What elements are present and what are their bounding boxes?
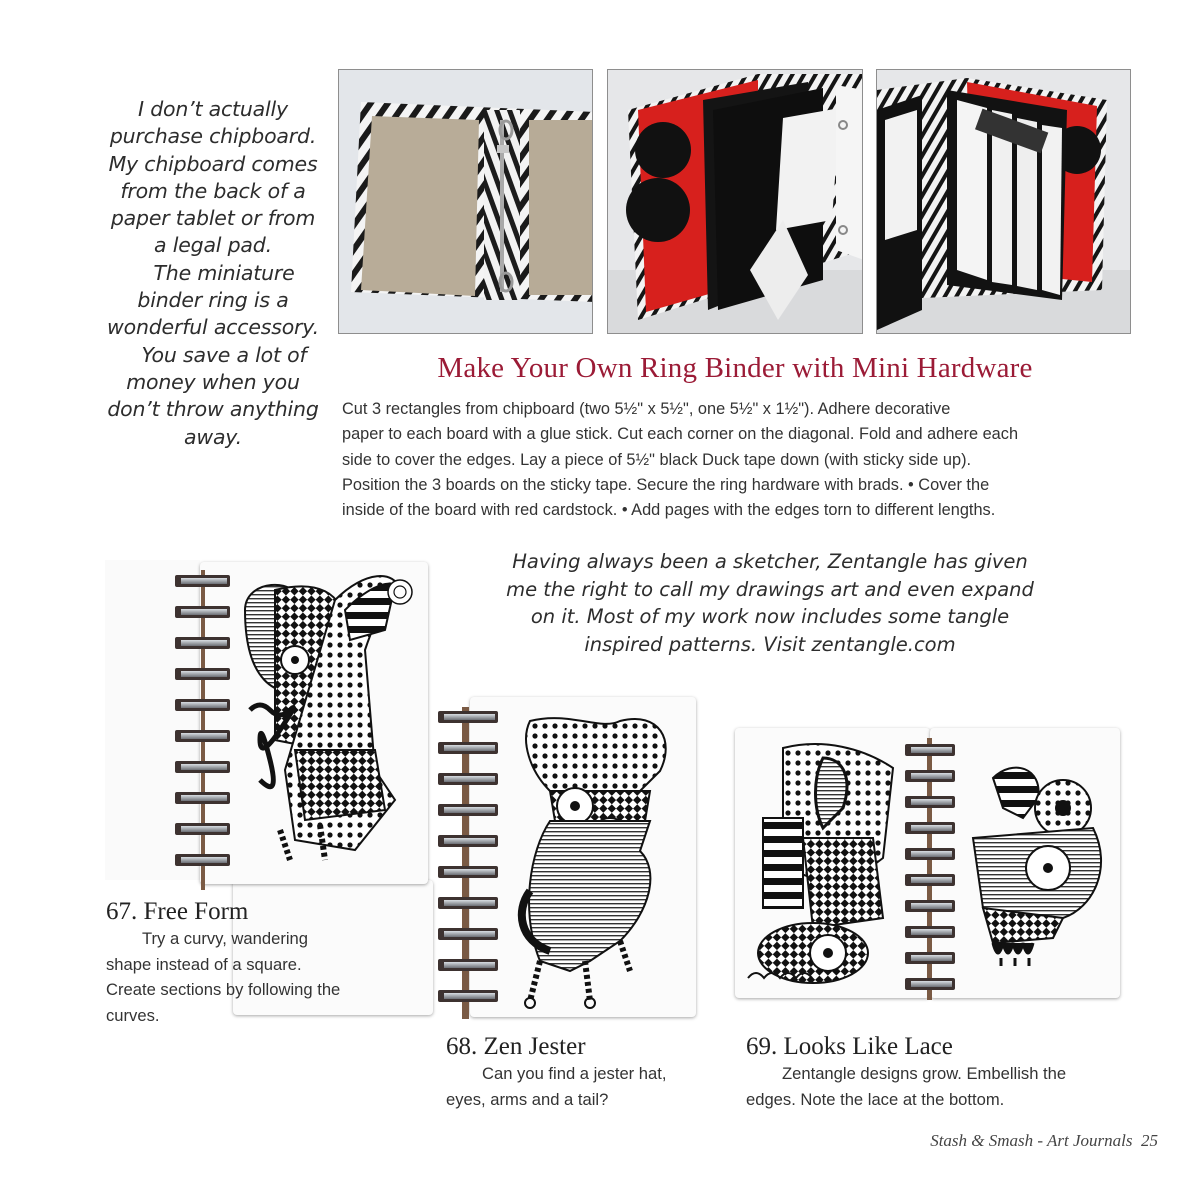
spiral-ring	[175, 854, 230, 866]
project-67	[106, 898, 406, 1028]
spiral-ring	[175, 792, 230, 804]
binder-illustration	[339, 70, 593, 334]
description-line: edges. Note the lace at the bottom.	[746, 1089, 1005, 1109]
spiral-ring	[905, 952, 955, 964]
spiral-ring	[175, 575, 230, 587]
quote-line: me the right to call my drawings art and even expand	[506, 577, 1034, 601]
spiral-ring	[905, 926, 955, 938]
description-line: Create sections by following the	[106, 980, 341, 999]
quote-line: inspired patterns. Visit zentangle.com	[584, 632, 956, 656]
spiral-ring	[175, 823, 230, 835]
sidebar-quote-p2: The miniature binder ring is a wonderful accessory.	[107, 260, 319, 340]
zentangle-quote	[470, 548, 1070, 658]
red-binder-illustration	[608, 70, 863, 334]
spiral-ring	[438, 773, 498, 785]
project-name: Looks Like Lace	[783, 1033, 953, 1060]
project-name: Free Form	[143, 898, 249, 925]
instruction-line: inside of the board with red cardstock. • Add pages with the edges torn to different lengths.	[342, 500, 996, 520]
spiral-ring	[438, 711, 498, 723]
spiral-ring	[905, 874, 955, 886]
zentangle-jester-art	[510, 711, 680, 1011]
notebook-69	[735, 728, 1125, 1003]
quote-line: on it. Most of my work now includes some tangle	[530, 605, 1010, 628]
spiral-ring	[905, 848, 955, 860]
spiral-ring	[438, 959, 498, 971]
spiral-ring	[175, 699, 230, 711]
spiral-ring	[175, 761, 230, 773]
spiral-ring	[438, 742, 498, 754]
spiral-ring	[905, 978, 955, 990]
sidebar-quote-p1: I don’t actually purchase chipboard. My chipboard comes from the back of a paper tablet or from a legal pad.	[108, 97, 318, 258]
sidebar-quote	[104, 96, 322, 451]
spiral-ring	[905, 770, 955, 782]
spiral-ring	[905, 796, 955, 808]
spiral-ring	[438, 866, 498, 878]
project-title	[106, 898, 406, 926]
description-line: curves.	[106, 1005, 160, 1025]
project-number: 69.	[746, 1033, 778, 1060]
zentangle-lace-art-right	[953, 758, 1113, 988]
spiral-ring	[175, 637, 230, 649]
spiral-ring	[905, 744, 955, 756]
project-number: 68.	[446, 1033, 478, 1060]
project-name: Zen Jester	[483, 1033, 586, 1060]
description-line: shape instead of a square.	[106, 954, 302, 974]
project-title	[746, 1033, 1136, 1061]
project-title	[446, 1033, 736, 1061]
book-title: Stash & Smash - Art Journals	[930, 1131, 1133, 1150]
spiral-ring	[438, 897, 498, 909]
photo-open-binder	[338, 69, 593, 334]
spiral-ring	[438, 804, 498, 816]
project-69	[746, 1033, 1136, 1112]
spiral-ring	[175, 668, 230, 680]
section-instructions	[342, 396, 1120, 522]
spiral-ring	[438, 928, 498, 940]
instruction-line: Cut 3 rectangles from chipboard (two 5½" x 5½", one 5½" x 1½"). Adhere decorative	[342, 399, 951, 418]
spiral-ring	[905, 822, 955, 834]
description-line: Can you find a jester hat,	[482, 1064, 667, 1083]
project-description	[446, 1061, 736, 1112]
description-line: eyes, arms and a tail?	[446, 1089, 609, 1109]
spiral-ring	[438, 990, 498, 1002]
zentangle-lace-art-left	[743, 738, 903, 993]
page-footer	[930, 1131, 1158, 1151]
description-line: Try a curvy, wandering	[142, 929, 308, 948]
project-description	[106, 926, 406, 1028]
sidebar-quote-p3: You save a lot of money when you don’t throw anything away.	[107, 342, 319, 449]
page-number: 25	[1141, 1131, 1158, 1150]
project-68	[446, 1033, 736, 1112]
description-line: Zentangle designs grow. Embellish the	[782, 1064, 1067, 1083]
spiral-ring	[175, 606, 230, 618]
photo-red-binder	[607, 69, 863, 334]
quote-line: Having always been a sketcher, Zentangle has given	[512, 550, 1028, 573]
project-number: 67.	[106, 898, 138, 925]
spiral-ring	[905, 900, 955, 912]
zentangle-free-form-art	[235, 570, 415, 870]
section-title: Make Your Own Ring Binder with Mini Hardware	[437, 352, 1033, 384]
spiral-ring	[438, 835, 498, 847]
photo-torn-pages	[876, 69, 1131, 334]
spiral-ring	[175, 730, 230, 742]
project-description	[746, 1061, 1136, 1112]
instruction-line: Position the 3 boards on the sticky tape. Secure the ring hardware with brads. • Cover the	[342, 474, 990, 494]
instruction-line: side to cover the edges. Lay a piece of 5½" black Duck tape down (with sticky side up).	[342, 449, 972, 469]
torn-pages-illustration	[877, 70, 1131, 334]
instruction-line: paper to each board with a glue stick. Cut each corner on the diagonal. Fold and adhere each	[342, 424, 1019, 444]
notebook-68	[420, 697, 700, 1022]
